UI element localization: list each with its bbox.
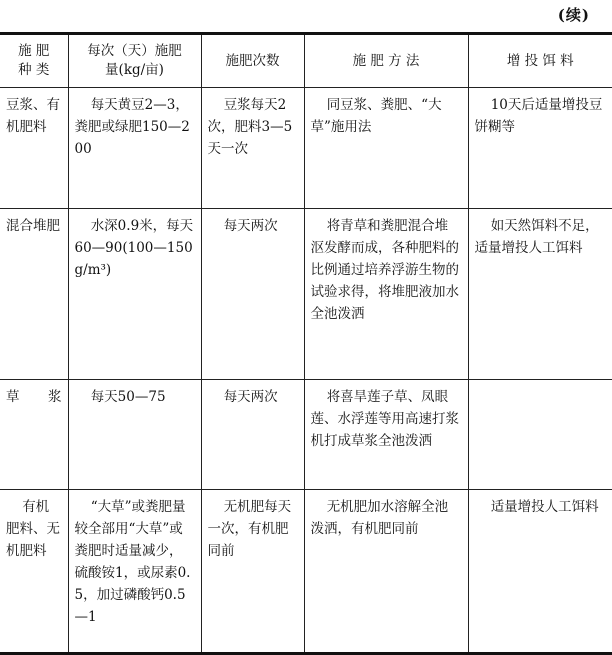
header-amount-text: 每次（天）施肥 量(kg/亩) [87,43,182,78]
table-row [0,380,612,490]
header-amount [68,34,201,88]
header-times [201,34,304,88]
cell-type: 豆浆、有机肥料 [0,88,68,209]
table-row [0,490,612,654]
cell-feed: 如天然饵料不足，适量增投人工饵料 [468,209,612,380]
cell-amount: 水深0.9米，每天60—90(100—150g/m³) [68,209,201,380]
cell-times: 每天两次 [201,209,304,380]
header-method [304,34,468,88]
cell-times: 豆浆每天2次，肥料3—5天一次 [201,88,304,209]
header-fertilizer-type-text: 施 肥 种 类 [18,43,50,78]
cell-type: 有机肥料、无机肥料 [0,490,68,654]
cell-type: 混合堆肥 [0,209,68,380]
cell-method: 同豆浆、粪肥、“大草”施用法 [304,88,468,209]
header-times-text: 施肥次数 [225,52,280,69]
cell-method: 无机肥加水溶解全池泼洒，有机肥同前 [304,490,468,654]
fertilization-table [0,32,612,655]
header-feed-text: 增 投 饵 料 [506,52,574,69]
table-header-row [0,34,612,88]
table-row [0,209,612,380]
cell-type: 草 浆 [0,380,68,490]
cell-times: 每天两次 [201,380,304,490]
cell-amount: 每天黄豆2—3，粪肥或绿肥150—200 [68,88,201,209]
table-row [0,88,612,209]
cell-method: 将喜旱莲子草、凤眼莲、水浮莲等用高速打浆机打成草浆全池泼洒 [304,380,468,490]
cell-amount: 每天50—75 [68,380,201,490]
cell-feed [468,380,612,490]
header-fertilizer-type [0,34,68,88]
cell-times: 无机肥每天一次，有机肥同前 [201,490,304,654]
cell-feed: 10天后适量增投豆饼糊等 [468,88,612,209]
header-feed [468,34,612,88]
cell-method: 将青草和粪肥混合堆沤发酵而成，各种肥料的比例通过培养浮游生物的试验求得，将堆肥液加水全池泼洒 [304,209,468,380]
cell-feed: 适量增投人工饵料 [468,490,612,654]
header-method-text: 施 肥 方 法 [352,52,420,69]
cell-amount: “大草”或粪肥量较全部用“大草”或粪肥时适量减少，硫酸铵1，或尿素0.5，加过磷酸钙0.5—1 [68,490,201,654]
continued-label: (续) [557,6,590,24]
